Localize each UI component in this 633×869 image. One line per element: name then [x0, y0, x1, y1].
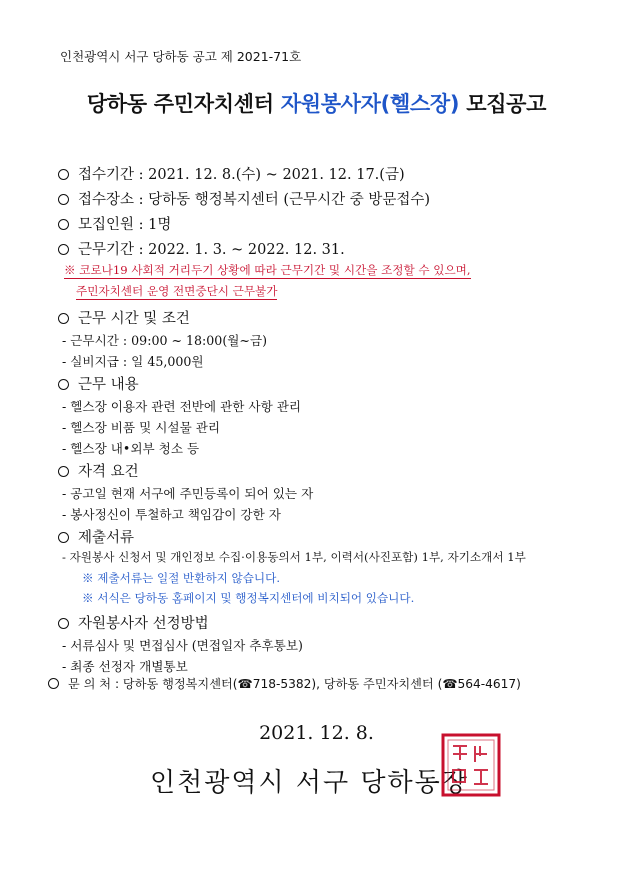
documents-heading-row: [58, 526, 134, 547]
circle-bullet-icon: [58, 194, 69, 205]
work-period-row: [58, 238, 345, 259]
documents-note-1: ※ 제출서류는 일절 반환하지 않습니다.: [82, 571, 281, 585]
recruit-count: 모집인원 : 1명: [78, 217, 172, 233]
qualification-item-1: - 공고일 현재 서구에 주민등록이 되어 있는 자: [62, 486, 314, 501]
duties-item-2: - 헬스장 비품 및 시설물 관리: [62, 420, 221, 435]
warning-line-2: [76, 283, 277, 299]
circle-bullet-icon: [58, 466, 69, 477]
documents-item-1: - 자원봉사 신청서 및 개인정보 수집·이용동의서 1부, 이력서(사진포함) 1부, 자기소개서 1부: [62, 550, 526, 564]
conditions-heading-row: [58, 307, 190, 328]
selection-heading: 자원봉사자 선정방법: [78, 616, 209, 632]
reception-place-row: [58, 188, 430, 209]
qualification-heading: 자격 요건: [78, 464, 139, 480]
conditions-item-1: - 근무시간 : 09:00 ~ 18:00(월~금): [62, 333, 268, 348]
conditions-item-2: - 실비지급 : 일 45,000원: [62, 354, 204, 369]
title-part2: 모집공고: [459, 92, 547, 116]
contact-info: 문 의 처 : 당하동 행정복지센터(☎718-5382), 당하동 주민자치센터 (☎564-4617): [68, 677, 521, 691]
circle-bullet-icon: [58, 379, 69, 390]
documents-heading: 제출서류: [78, 530, 135, 546]
documents-note-2: ※ 서식은 당하동 홈페이지 및 행정복지센터에 비치되어 있습니다.: [82, 591, 415, 605]
work-period: 근무기간 : 2022. 1. 3. ~ 2022. 12. 31.: [78, 242, 345, 258]
recruit-count-row: [58, 213, 171, 234]
title-highlight: 자원봉사자(헬스장): [280, 92, 460, 116]
circle-bullet-icon: [48, 678, 59, 689]
duties-item-3: - 헬스장 내•외부 청소 등: [62, 441, 200, 456]
qualification-item-2: - 봉사정신이 투철하고 책임감이 강한 자: [62, 507, 281, 522]
conditions-heading: 근무 시간 및 조건: [78, 311, 190, 327]
warning-text-2: 주민자치센터 운영 전면중단시 근무불가: [76, 284, 278, 298]
selection-item-2: - 최종 선정자 개별통보: [62, 659, 188, 674]
selection-item-1: - 서류심사 및 면접심사 (면접일자 추후통보): [62, 638, 303, 653]
notice-date: 2021. 12. 8.: [259, 722, 374, 744]
circle-bullet-icon: [58, 532, 69, 543]
duties-heading: 근무 내용: [78, 377, 139, 393]
warning-text-1: ※ 코로나19 사회적 거리두기 상황에 따라 근무기간 및 시간을 조정할 수 있으며,: [64, 263, 471, 277]
circle-bullet-icon: [58, 618, 69, 629]
circle-bullet-icon: [58, 169, 69, 180]
contact-row: [48, 675, 521, 692]
duties-heading-row: [58, 373, 139, 394]
official-seal-icon: [440, 732, 502, 798]
title-part1: 당하동 주민자치센터: [86, 92, 281, 116]
reception-period-row: [58, 163, 405, 184]
page-title: [0, 88, 633, 118]
qualification-heading-row: [58, 460, 139, 481]
circle-bullet-icon: [58, 219, 69, 230]
reception-period: 접수기간 : 2021. 12. 8.(수) ~ 2021. 12. 17.(금): [78, 167, 405, 183]
notice-number: 인천광역시 서구 당하동 공고 제 2021-71호: [60, 49, 302, 64]
issuer-name: 인천광역시 서구 당하동장: [150, 768, 469, 798]
circle-bullet-icon: [58, 313, 69, 324]
selection-heading-row: [58, 612, 209, 633]
circle-bullet-icon: [58, 244, 69, 255]
duties-item-1: - 헬스장 이용자 관련 전반에 관한 사항 관리: [62, 399, 302, 414]
reception-place: 접수장소 : 당하동 행정복지센터 (근무시간 중 방문접수): [78, 192, 431, 208]
warning-line-1: [64, 262, 471, 278]
